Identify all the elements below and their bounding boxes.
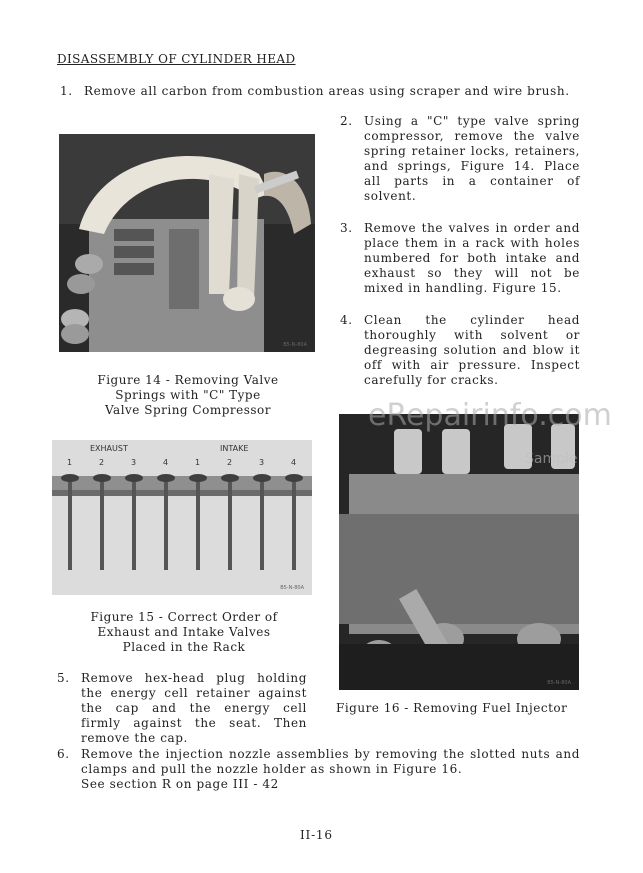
step-1 [60,84,600,99]
figure-16-caption: Figure 16 - Removing Fuel Injector [336,701,568,715]
valve-number: 1 [195,458,201,467]
step-note: See section R on page III - 42 [81,777,279,791]
watermark: eRepairinfo.com [368,398,612,433]
step-number: 1. [60,84,73,98]
figure-code: B5-N-80A [547,680,571,686]
caption-line: Springs with "C" Type [115,388,261,402]
page-number: II-16 [300,828,333,842]
valve-number: 1 [67,458,73,467]
step-4 [340,313,580,388]
figure-15-photo [52,440,312,595]
step-number: 3. [340,221,353,235]
step-text: Remove the valves in order and place them in a rack with holes numbered for both intake and exhaust so they will not be mixed in handling. Figure 15. [364,221,580,295]
caption-line: Figure 15 - Correct Order of [90,610,278,624]
step-text: Remove all carbon from combustion areas using scraper and wire brush. [84,84,570,98]
step-text: Clean the cylinder head thoroughly with solvent or degreasing solution and blow it off with air pressure. Inspect carefully for cracks. [364,313,580,387]
valve-spring-compressor-image [59,134,315,352]
valve-number: 4 [163,458,169,467]
watermark-sub: Sample [525,451,578,467]
figure-code: B5-N-80A [283,342,307,348]
caption-line: Valve Spring Compressor [104,403,272,417]
step-6 [57,747,580,792]
step-number: 4. [340,313,353,327]
valve-number: 4 [291,458,297,467]
step-body [81,747,580,792]
figure-code: B5-N-80A [280,585,304,591]
exhaust-label: EXHAUST [90,444,128,453]
caption-line: Figure 14 - Removing Valve [97,373,279,387]
figure-14-caption [72,373,304,418]
intake-label: INTAKE [220,444,249,453]
valve-number: 3 [259,458,265,467]
caption-line: Exhaust and Intake Valves [97,625,271,639]
step-text: Remove the injection nozzle assemblies by removing the slotted nuts and clamps and pull the nozzle holder as shown in Figure 16. [81,747,580,776]
step-2 [340,114,580,204]
caption-line: Placed in the Rack [122,640,246,654]
step-number: 6. [57,747,70,761]
step-text: Remove hex-head plug holding the energy cell retainer against the cap and the energy cell firmly against the seat. Then remove the cap. [81,671,307,745]
section-heading: DISASSEMBLY OF CYLINDER HEAD [57,52,296,66]
step-text: Using a "C" type valve spring compressor, remove the valve spring retainer locks, retainers, and springs, Figure 14. Place all parts in a container of solvent. [364,114,580,203]
step-number: 5. [57,671,70,685]
figure-14-photo [59,134,315,352]
step-number: 2. [340,114,353,128]
valve-number: 2 [99,458,105,467]
valve-rack-image [52,440,312,595]
step-3 [340,221,580,296]
valve-number: 2 [227,458,233,467]
step-5 [57,671,307,746]
figure-15-caption [68,610,300,655]
valve-number: 3 [131,458,137,467]
